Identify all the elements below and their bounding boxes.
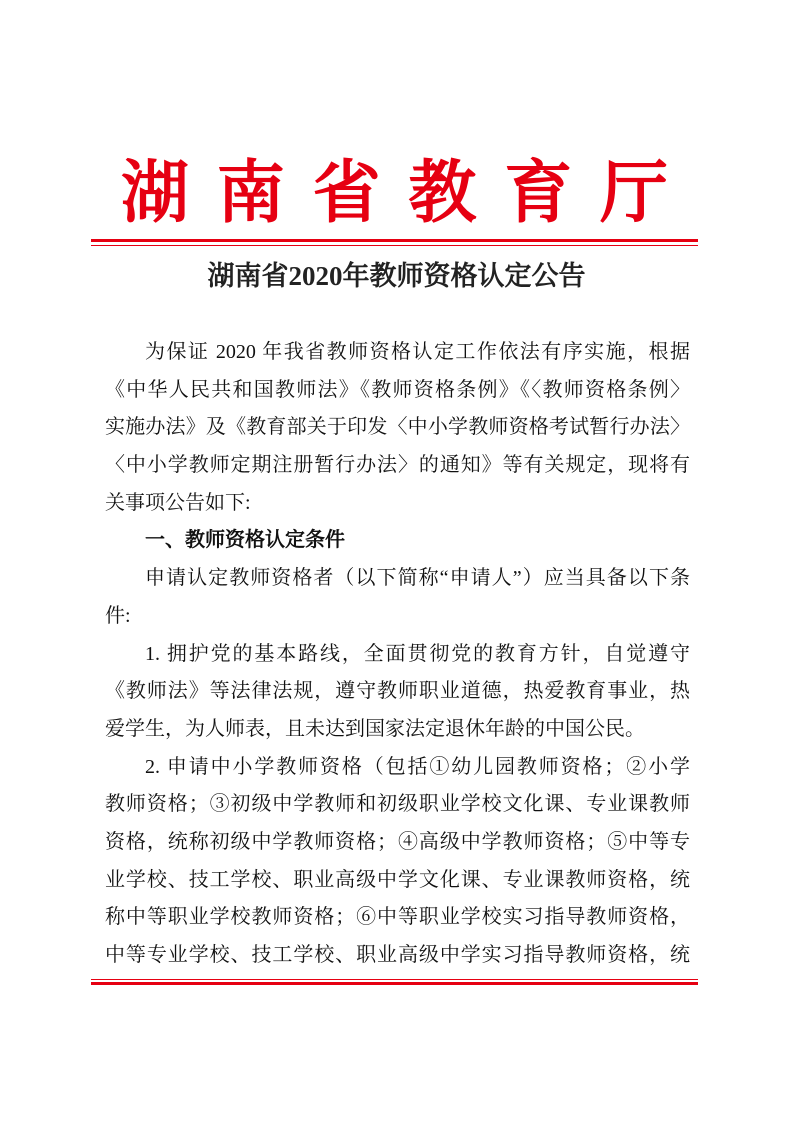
footer-rule-thick bbox=[91, 982, 698, 985]
masthead-char: 南 bbox=[216, 155, 285, 231]
masthead-issuer bbox=[91, 150, 698, 236]
section-heading: 一、教师资格认定条件 bbox=[145, 529, 345, 552]
body-line: 中等专业学校、技工学校、职业高级中学实习指导教师资格，统 bbox=[105, 944, 690, 966]
masthead-char: 教 bbox=[408, 155, 477, 231]
masthead-char: 湖 bbox=[121, 155, 190, 231]
body-line: 业学校、技工学校、职业高级中学文化课、专业课教师资格，统 bbox=[105, 868, 690, 891]
header-rule-thin bbox=[91, 245, 698, 246]
footer-rule-thin bbox=[91, 979, 698, 980]
body-line: 1. 拥护党的基本路线，全面贯彻党的教育方针，自觉遵守 bbox=[145, 642, 690, 665]
body-line: 《教师法》等法律法规，遵守教师职业道德，热爱教育事业，热 bbox=[105, 680, 690, 703]
body-line: 2. 申请中小学教师资格（包括①幼儿园教师资格；②小学 bbox=[145, 755, 690, 778]
body-line: 为保证 2020 年我省教师资格认定工作依法有序实施，根据 bbox=[145, 341, 690, 363]
body-line: 关事项公告如下: bbox=[105, 491, 251, 514]
document-title: 湖南省2020年教师资格认定公告 bbox=[207, 261, 586, 291]
body-line: 称中等职业学校教师资格；⑥中等职业学校实习指导教师资格， bbox=[105, 906, 690, 929]
body-line: 申请认定教师资格者（以下简称“申请人”）应当具备以下条 bbox=[145, 567, 690, 590]
body-line: 教师资格；③初级中学教师和初级职业学校文化课、专业课教师 bbox=[105, 793, 690, 816]
body-line: 资格，统称初级中学教师资格；④高级中学教师资格；⑤中等专 bbox=[105, 830, 690, 853]
header-rule-thick bbox=[91, 239, 698, 242]
body-line: 实施办法》及《教育部关于印发〈中小学教师资格考试暂行办法〉 bbox=[105, 416, 690, 439]
body-line: 〈中小学教师定期注册暂行办法〉的通知》等有关规定，现将有 bbox=[105, 454, 690, 477]
body-line: 《中华人民共和国教师法》《教师资格条例》《〈教师资格条例〉 bbox=[105, 378, 690, 401]
document-body bbox=[105, 334, 690, 975]
body-line: 爱学生，为人师表，且未达到国家法定退休年龄的中国公民。 bbox=[105, 717, 645, 740]
masthead-char: 省 bbox=[312, 155, 381, 231]
body-line: 件: bbox=[105, 604, 131, 627]
masthead-char: 育 bbox=[504, 155, 573, 231]
masthead-char: 厅 bbox=[599, 155, 668, 231]
